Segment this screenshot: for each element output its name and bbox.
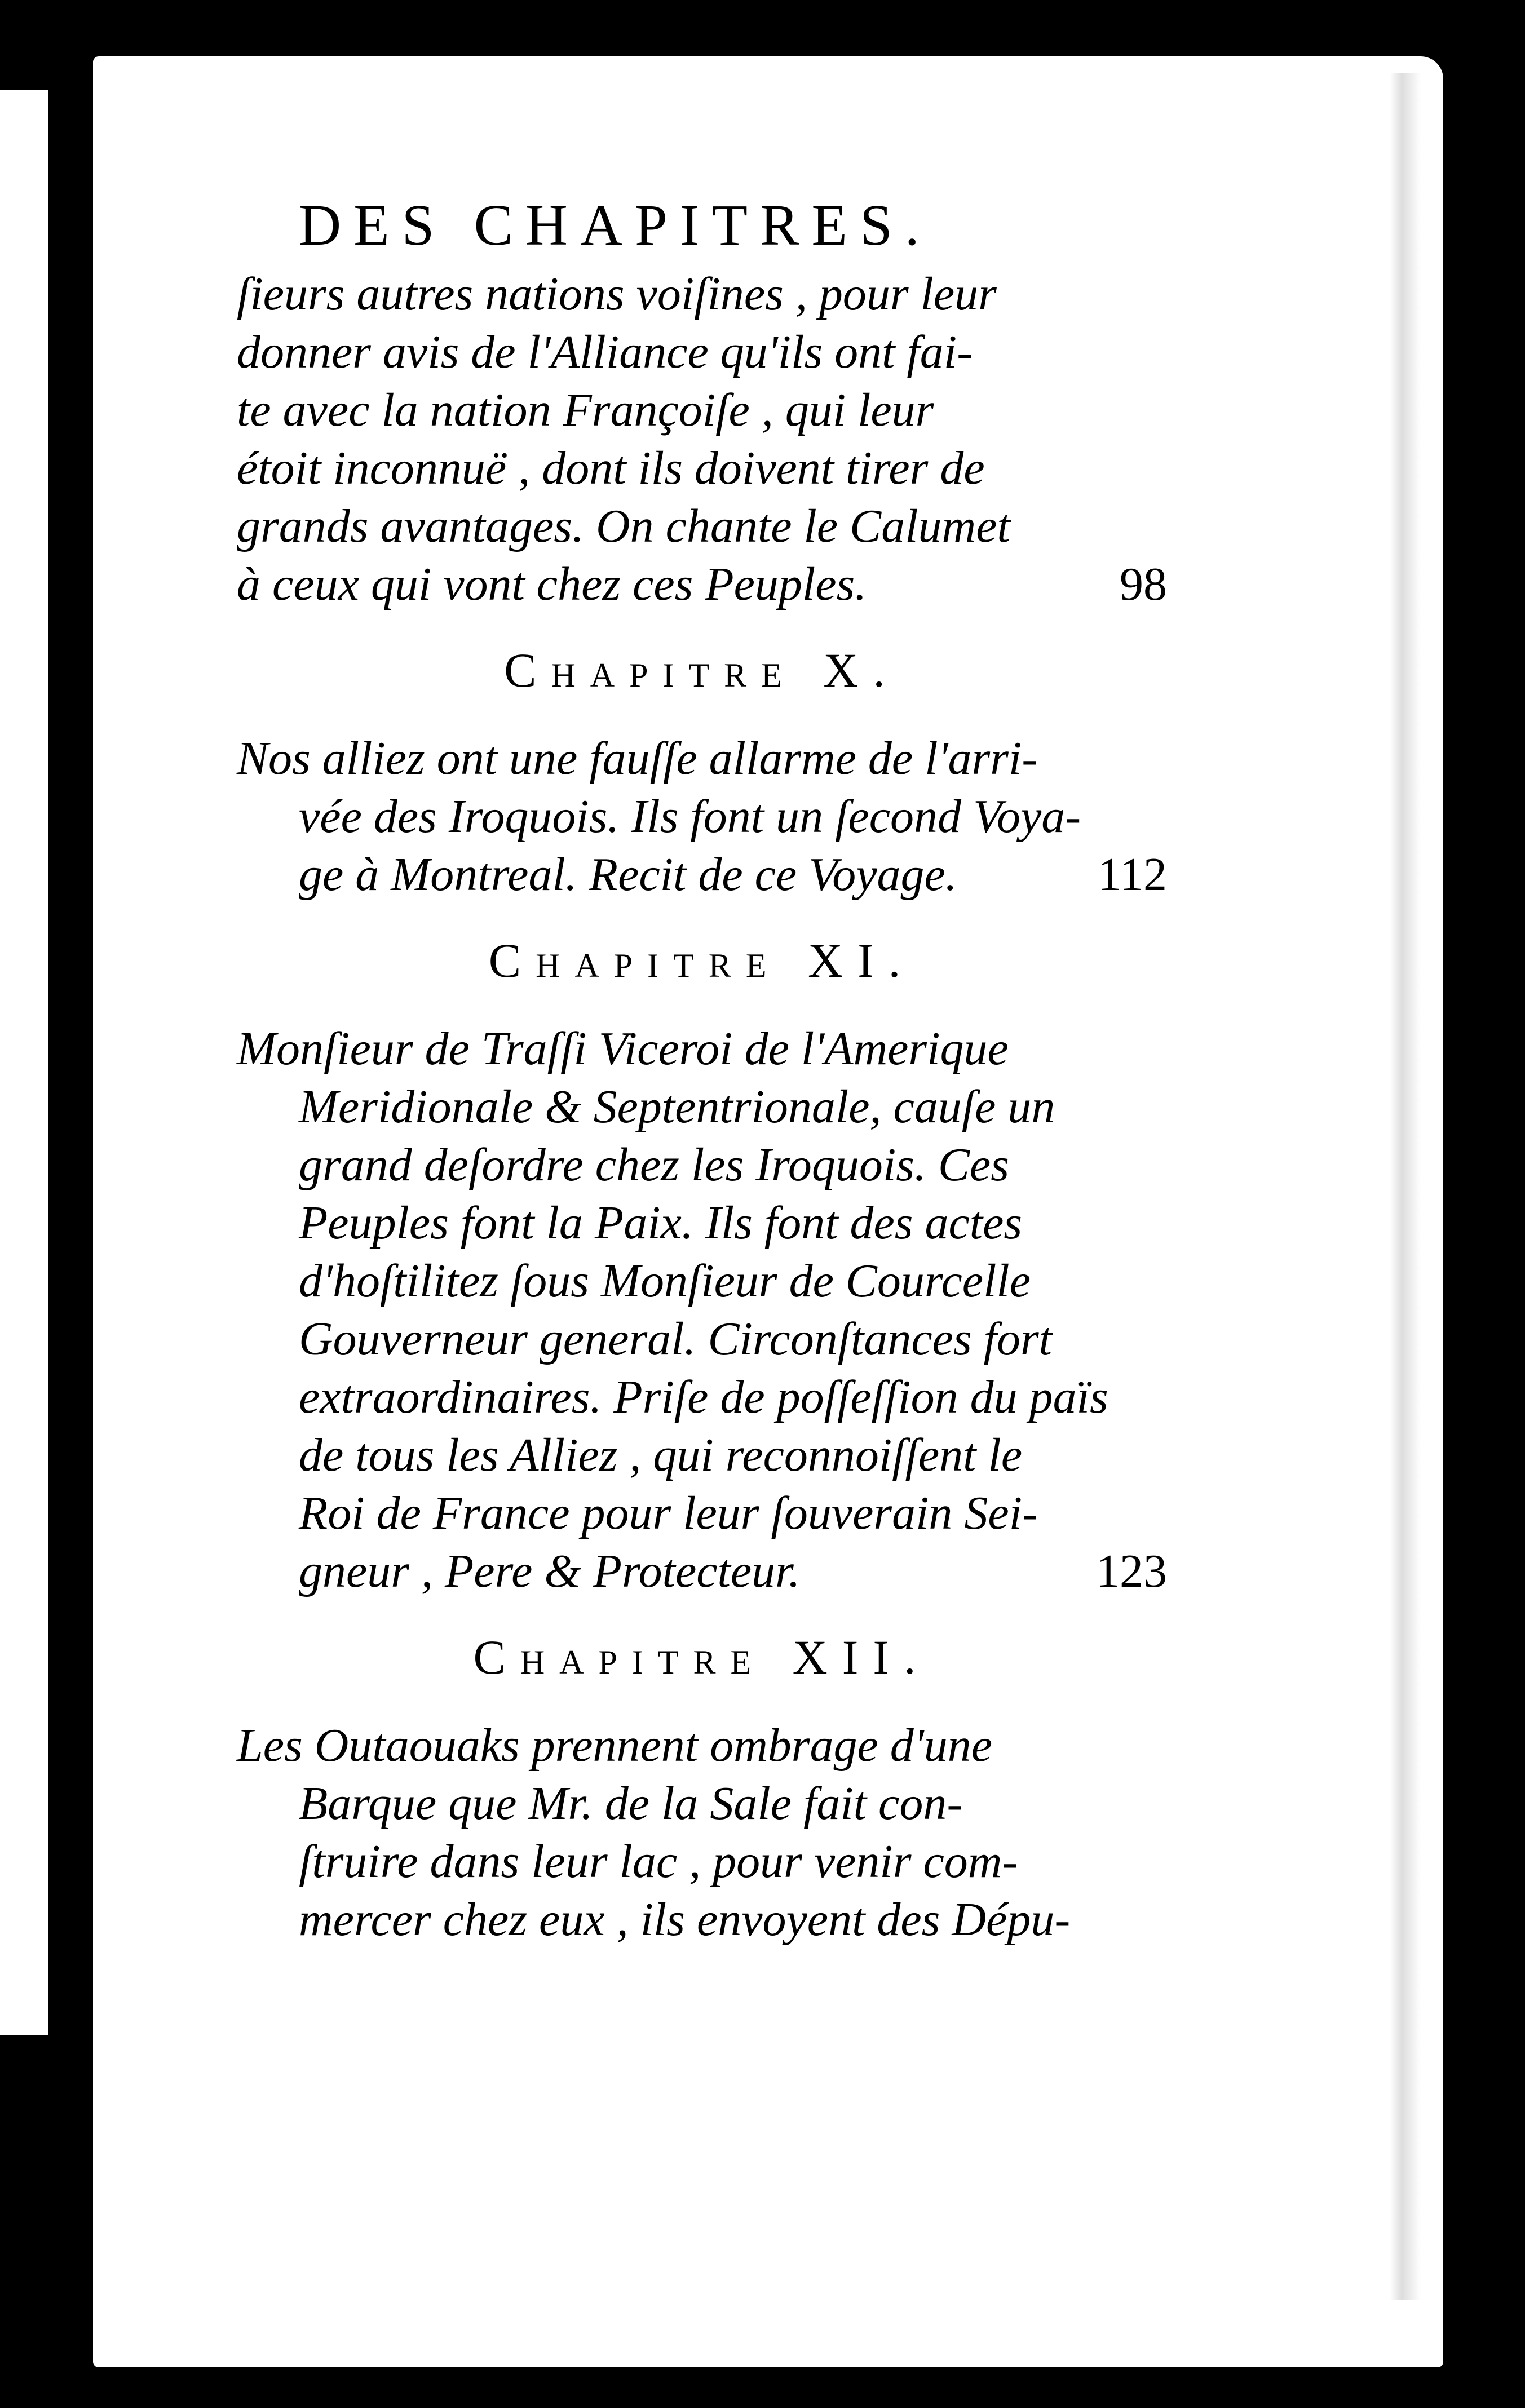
toc-line: Monſieur de Traſſi Viceroi de l'Amerique [237, 1022, 1009, 1075]
toc-line: mercer chez eux , ils envoyent des Dépu- [299, 1893, 1071, 1946]
table-of-contents-text [237, 186, 1167, 1949]
toc-line-text: ge à Montreal. Recit de ce Voyage. [299, 848, 957, 901]
toc-line: ſieurs autres nations voiſines , pour leur [237, 268, 997, 320]
toc-line: grand deſordre chez les Iroquois. Ces [299, 1139, 1009, 1191]
toc-line: donner avis de l'Alliance qu'ils ont fai- [237, 326, 973, 378]
chapter-heading: Chapitre XI. [488, 933, 916, 988]
toc-line: Les Outaouaks prennent ombrage d'une [237, 1719, 993, 1772]
toc-line: extraordinaires. Priſe de poſſeſſion du païs [299, 1371, 1108, 1423]
toc-line: Meridionale & Septentrionale, cauſe un [299, 1081, 1055, 1133]
toc-line: te avec la nation Françoiſe , qui leur [237, 384, 934, 436]
toc-line-last [299, 1542, 1167, 1600]
toc-line: d'hoſtilitez ſous Monſieur de Courcelle [299, 1255, 1031, 1307]
running-head: DES CHAPITRES. [299, 193, 932, 258]
toc-line-last [299, 846, 1167, 904]
page-gutter-shadow [1390, 73, 1421, 2300]
page-number: 112 [1098, 848, 1167, 901]
toc-line: Nos alliez ont une fauſſe allarme de l'arri- [237, 732, 1038, 785]
page-number: 98 [1120, 558, 1167, 610]
toc-line: Roi de France pour leur ſouverain Sei- [299, 1487, 1038, 1539]
toc-line: Barque que Mr. de la Sale fait con- [299, 1777, 963, 1830]
toc-line: ſtruire dans leur lac , pour venir com- [299, 1835, 1018, 1888]
toc-line-text: gneur , Pere & Protecteur. [299, 1545, 801, 1597]
toc-line: de tous les Alliez , qui reconnoiſſent le [299, 1429, 1023, 1481]
chapter-heading: Chapitre X. [504, 643, 900, 697]
toc-line-last [237, 555, 1167, 613]
toc-line: étoit inconnuë , dont ils doivent tirer de [237, 442, 985, 494]
toc-line-text: à ceux qui vont chez ces Peuples. [237, 558, 867, 610]
toc-line: Peuples font la Paix. Ils font des actes [299, 1197, 1023, 1249]
toc-line: grands avantages. On chante le Calumet [237, 500, 1010, 552]
adjacent-page-edge [0, 90, 48, 2035]
toc-line: vée des Iroquois. Ils font un ſecond Voya- [299, 790, 1081, 843]
page-number: 123 [1096, 1545, 1167, 1597]
toc-line: Gouverneur general. Circonſtances fort [299, 1313, 1053, 1365]
chapter-heading: Chapitre XII. [473, 1630, 931, 1684]
